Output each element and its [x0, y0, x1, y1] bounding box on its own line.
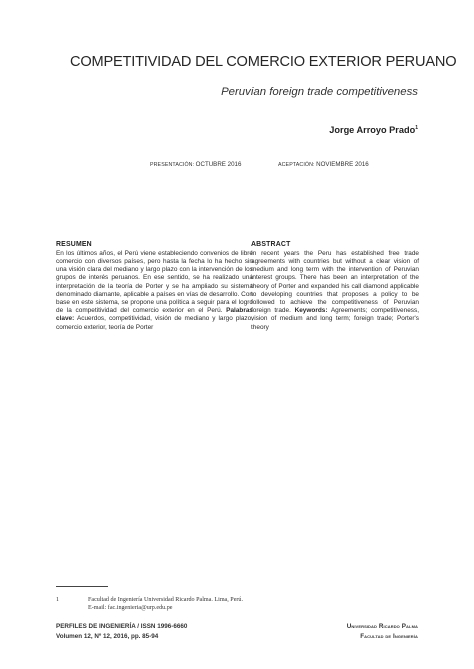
- abstract-keywords-label: Keywords:: [294, 307, 328, 315]
- university-name: Universidad Ricardo Palma: [346, 623, 418, 630]
- resumen-body: [56, 250, 253, 332]
- submission-date-label: PRESENTACIÓN:: [150, 162, 195, 168]
- submission-date: [150, 161, 241, 168]
- acceptance-date-value: NOVIEMBRE 2016: [316, 161, 369, 168]
- resumen-heading: RESUMEN: [56, 241, 92, 248]
- footnote-line-1: [56, 596, 243, 604]
- paper-title: COMPETITIVIDAD DEL COMERCIO EXTERIOR PERUANO: [70, 54, 457, 70]
- footnote-affiliation: Facultad de Ingeniería Universidad Ricardo Palma. Lima, Perú.: [88, 597, 244, 603]
- abstract-body: [251, 250, 419, 332]
- paper-subtitle: Peruvian foreign trade competitiveness: [221, 86, 418, 98]
- journal-footer: [56, 622, 187, 643]
- acceptance-date-label: ACEPTACIÓN:: [278, 162, 315, 168]
- submission-date-value: OCTUBRE 2016: [195, 161, 242, 168]
- abstract-text: In recent years the Peru has established free trade agreements with countries but without a clear vision of medium and long term with the intervention of Peruvian interest groups. There has been an interpretation of the theory of Porter and expanded his call diamond applicable to developing countries that proposes a policy to be followed to achieve the competitiveness of Peruvian foreign trade.: [251, 249, 419, 315]
- resumen-text: En los últimos años, el Perú viene estableciendo convenios de libre comercio con diversos países, pero hasta la fecha lo ha hecho sin una visión clara del mediano y largo plazo con la intervención de los grupos de interés peruanos. En ese sentido, se ha realizado una interpretación de la teoría de Porter y se ha ampliado su sistema denominado diamante, aplicable a países en vías de desarrollo. Con base en este sistema, se propone una política a seguir para el logro de la competitividad del comercio exterior en el Perú.: [56, 249, 253, 315]
- footnote-number: 1: [56, 597, 60, 603]
- abstract-heading: ABSTRACT: [251, 241, 291, 248]
- university-footer: [347, 622, 418, 643]
- author-footnote-marker: 1: [415, 125, 418, 131]
- author-name: [329, 125, 418, 135]
- author-name-text: Jorge Arroyo Prado: [329, 125, 416, 136]
- abstract-keywords-text: Agreements; competitiveness, vision of medium and long term; foreign trade; Porter's theory: [251, 307, 420, 331]
- resumen-section: [56, 241, 253, 332]
- journal-name: PERFILES DE INGENIERÍA / ISSN 1996-6660: [56, 623, 188, 630]
- faculty-name: Facultad de Ingeniería: [360, 633, 418, 641]
- acceptance-date: [278, 161, 369, 168]
- journal-volume: Volumen 12, Nº 12, 2016, pp. 85-94: [56, 633, 159, 641]
- abstract-section: [251, 241, 419, 332]
- footnote-email: E-mail: fac.ingenieria@urp.edu.pe: [88, 605, 173, 612]
- footnote-divider: [56, 586, 108, 587]
- footnote: [56, 596, 243, 613]
- resumen-keywords-text: Acuerdos, competitividad, visión de mediano y largo plazo, comercio exterior, teoría de Porter: [56, 315, 254, 331]
- resumen-keywords-label: Palabras clave:: [56, 307, 253, 323]
